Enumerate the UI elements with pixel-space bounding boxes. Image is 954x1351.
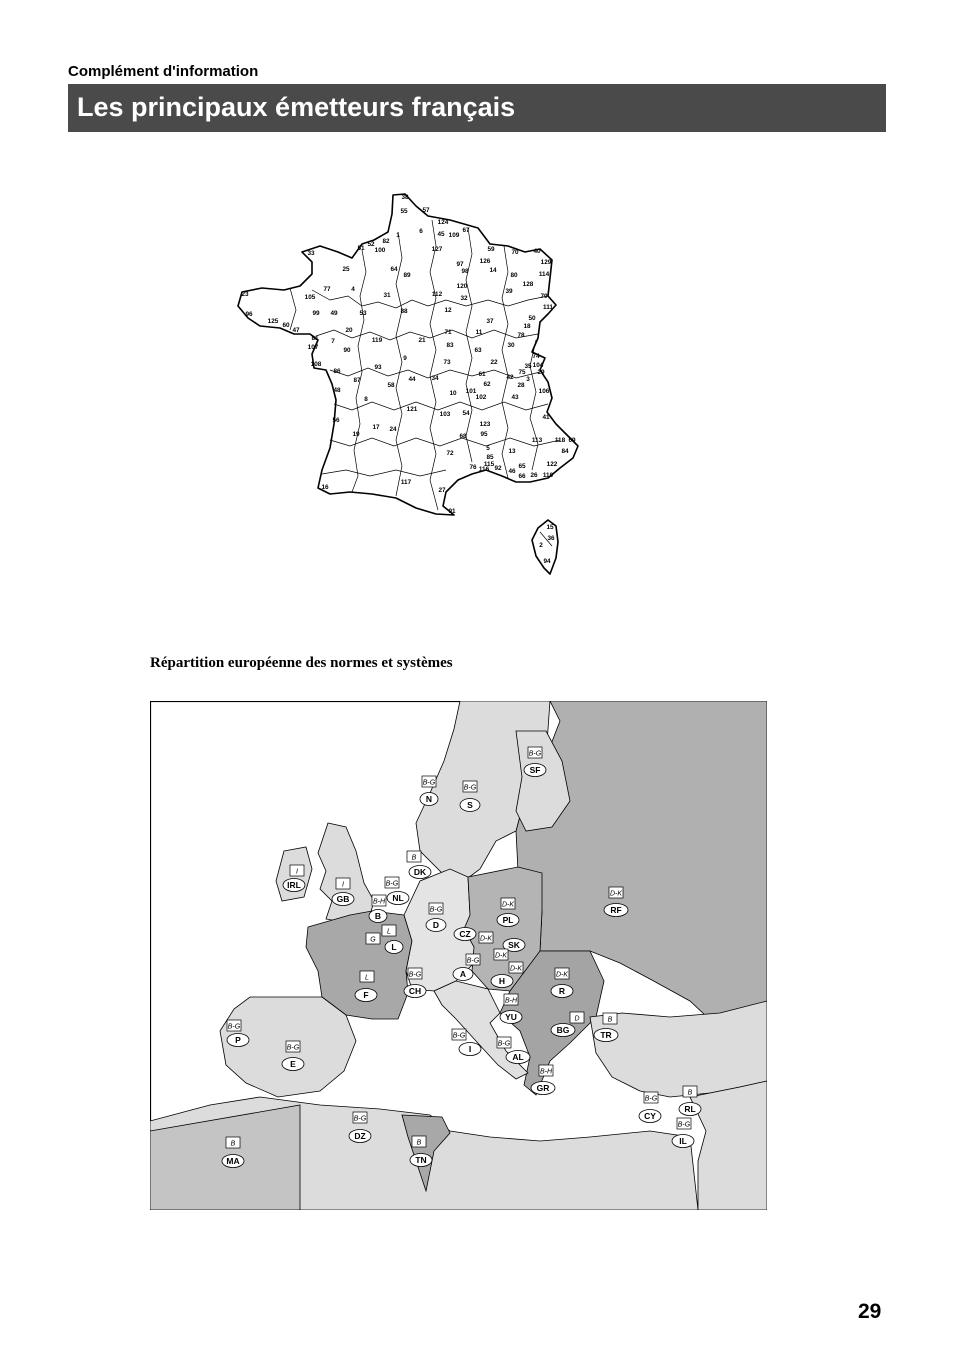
department-number: 115 — [483, 461, 495, 468]
department-number: 19 — [352, 431, 360, 438]
broadcast-standard: B — [687, 1089, 693, 1097]
page-number: 29 — [858, 1300, 882, 1323]
department-number: 22 — [490, 359, 498, 366]
department-number: 112 — [431, 291, 443, 298]
department-number: 40 — [533, 248, 541, 255]
department-number: 81 — [311, 335, 319, 342]
department-number: 77 — [323, 286, 331, 293]
department-number: 11 — [475, 329, 483, 336]
broadcast-standard: I — [342, 881, 344, 889]
broadcast-standard: B — [416, 1139, 422, 1147]
department-number: 34 — [431, 375, 439, 382]
department-number: 8 — [364, 396, 368, 403]
europe-standards-map — [150, 701, 767, 1210]
department-number: 13 — [508, 448, 516, 455]
department-number: 93 — [374, 364, 382, 371]
broadcast-standard: B-G — [422, 779, 436, 787]
department-number: 69 — [568, 437, 576, 444]
department-number: 15 — [546, 524, 554, 531]
broadcast-standard: B-G — [528, 750, 542, 758]
corsica-outline — [532, 520, 558, 574]
country-code: BG — [556, 1025, 570, 1035]
department-number: 23 — [241, 291, 249, 298]
broadcast-standard: B-G — [463, 784, 477, 792]
department-number: 44 — [408, 376, 416, 383]
broadcast-standard: B-G — [644, 1095, 658, 1103]
broadcast-standard: D-K — [609, 890, 623, 898]
country-code: H — [498, 976, 506, 986]
department-number: 105 — [304, 294, 316, 301]
department-number: 37 — [486, 318, 494, 325]
department-number: 106 — [538, 388, 550, 395]
department-number: 71 — [444, 329, 452, 336]
country-code: P — [235, 1035, 241, 1045]
department-number: 4 — [351, 286, 355, 293]
department-number: 14 — [489, 267, 497, 274]
country-code: DZ — [354, 1131, 366, 1141]
country-code: AL — [512, 1052, 524, 1062]
department-number: 49 — [330, 310, 338, 317]
department-number: 99 — [312, 310, 320, 317]
department-number: 101 — [465, 388, 477, 395]
department-number: 73 — [443, 359, 451, 366]
broadcast-standard: B-H — [539, 1068, 553, 1076]
department-number: 123 — [479, 421, 491, 428]
broadcast-standard: D-K — [494, 952, 508, 960]
department-number: 83 — [446, 342, 454, 349]
department-number: 25 — [342, 266, 350, 273]
department-number: 113 — [531, 437, 543, 444]
department-number: 64 — [390, 266, 398, 273]
department-number: 127 — [431, 246, 443, 253]
department-number: 31 — [383, 292, 391, 299]
department-number: 45 — [437, 231, 445, 238]
department-number: 32 — [460, 295, 468, 302]
department-number: 67 — [462, 227, 470, 234]
broadcast-standard: G — [370, 936, 376, 944]
department-number: 12 — [444, 307, 452, 314]
department-number: 30 — [507, 342, 515, 349]
country-code: IL — [679, 1136, 687, 1146]
department-number: 110 — [542, 472, 554, 479]
country-code: PL — [502, 915, 514, 925]
department-number: 62 — [483, 381, 491, 388]
department-number: 18 — [523, 323, 531, 330]
broadcast-standard: B-G — [385, 880, 399, 888]
department-number: 97 — [456, 261, 464, 268]
broadcast-standard: D — [574, 1015, 580, 1023]
country-code: CZ — [459, 929, 471, 939]
country-code: DK — [413, 867, 427, 877]
department-number: 91 — [448, 508, 456, 515]
country-code: N — [425, 794, 433, 804]
department-number: 61 — [478, 371, 486, 378]
department-number: 10 — [449, 390, 457, 397]
department-number: 70 — [511, 249, 519, 256]
department-number: 66 — [518, 473, 526, 480]
department-number: 50 — [528, 315, 536, 322]
country-code: RL — [684, 1104, 696, 1114]
department-number: 42 — [506, 374, 514, 381]
broadcast-standard: B-G — [452, 1032, 466, 1040]
department-number: 41 — [542, 414, 550, 421]
department-number: 79 — [540, 293, 548, 300]
country-code: CY — [644, 1111, 656, 1121]
department-number: 6 — [419, 228, 423, 235]
broadcast-standard: B-G — [408, 971, 422, 979]
department-number: 7 — [331, 338, 335, 345]
department-number: 43 — [511, 394, 519, 401]
department-number: 120 — [456, 283, 468, 290]
department-number: 95 — [480, 431, 488, 438]
department-number: 36 — [547, 535, 555, 542]
europe-map-subtitle: Répartition européenne des normes et systèmes — [150, 655, 453, 671]
section-label: Complément d'information — [68, 63, 259, 80]
department-number: 59 — [487, 246, 495, 253]
department-number: 39 — [505, 288, 513, 295]
department-number: 51 — [357, 245, 365, 252]
department-number: 1 — [396, 232, 400, 239]
department-number: 124 — [437, 219, 449, 226]
department-number: 48 — [333, 387, 341, 394]
department-number: 103 — [439, 411, 451, 418]
department-number: 3 — [526, 376, 530, 383]
france-transmitter-map — [0, 0, 954, 640]
department-number: 128 — [522, 281, 534, 288]
broadcast-standard: D-K — [479, 935, 493, 943]
broadcast-standard: B-H — [372, 898, 386, 906]
country-code: CH — [408, 986, 422, 996]
broadcast-standard: B-H — [504, 997, 518, 1005]
country-code: D — [432, 920, 440, 930]
department-number: 65 — [518, 463, 526, 470]
department-number: 55 — [400, 208, 408, 215]
broadcast-standard: B-G — [429, 906, 443, 914]
country-code: IRL — [287, 880, 301, 890]
department-number: 35 — [524, 363, 532, 370]
department-number: 119 — [371, 337, 383, 344]
department-number: 33 — [307, 250, 315, 257]
broadcast-standard: I — [296, 868, 298, 876]
department-number: 114 — [538, 271, 550, 278]
department-number: 76 — [469, 464, 477, 471]
department-number: 9 — [403, 355, 407, 362]
country-code: I — [468, 1044, 472, 1054]
country-code: E — [290, 1059, 296, 1069]
department-number: 82 — [382, 238, 390, 245]
france-outline — [238, 194, 578, 515]
department-number: 2 — [539, 542, 543, 549]
department-number: 78 — [517, 332, 525, 339]
department-number: 129 — [540, 259, 552, 266]
country-code: GR — [536, 1083, 550, 1093]
country-code: SF — [529, 765, 541, 775]
country-code: B — [374, 911, 382, 921]
department-number: 72 — [446, 450, 454, 457]
department-number: 63 — [474, 347, 482, 354]
country-code: S — [467, 800, 473, 810]
department-number: 16 — [321, 484, 329, 491]
country-code: F — [363, 990, 369, 1000]
department-number: 117 — [400, 479, 412, 486]
broadcast-standard: L — [365, 974, 369, 982]
broadcast-standard: B-G — [497, 1040, 511, 1048]
department-number: 84 — [561, 448, 569, 455]
country-code: SK — [508, 940, 520, 950]
department-number: 38 — [401, 194, 409, 201]
department-number: 60 — [282, 322, 290, 329]
department-number: 122 — [546, 461, 558, 468]
broadcast-standard: B — [230, 1140, 236, 1148]
country-code: RF — [610, 905, 622, 915]
broadcast-standard: D-K — [555, 971, 569, 979]
department-number: 20 — [345, 327, 353, 334]
broadcast-standard: B — [607, 1016, 613, 1024]
department-number: 47 — [292, 327, 300, 334]
department-number: 98 — [461, 268, 469, 275]
department-number: 68 — [459, 433, 467, 440]
department-number: 107 — [307, 344, 319, 351]
department-number: 54 — [462, 410, 470, 417]
department-number: 87 — [353, 377, 361, 384]
department-number: 100 — [374, 247, 386, 254]
department-number: 102 — [475, 394, 487, 401]
department-number: 27 — [438, 487, 446, 494]
country-code: TN — [415, 1155, 427, 1165]
department-number: 21 — [418, 337, 426, 344]
country-code: L — [391, 942, 397, 952]
country-code: NL — [392, 893, 404, 903]
department-number: 111 — [543, 304, 553, 311]
department-number: 28 — [517, 382, 525, 389]
department-number: 88 — [400, 308, 408, 315]
country-code: GB — [336, 894, 350, 904]
department-number: 26 — [530, 472, 538, 479]
department-number: 121 — [406, 406, 418, 413]
country-code: R — [558, 986, 566, 996]
country-code: YU — [505, 1012, 517, 1022]
department-number: 104 — [532, 362, 544, 369]
broadcast-standard: B-G — [677, 1121, 691, 1129]
department-number: 94 — [543, 558, 551, 565]
broadcast-standard: L — [387, 928, 391, 936]
broadcast-standard: D-K — [501, 901, 515, 909]
broadcast-standard: B-G — [466, 957, 480, 965]
department-number: 58 — [387, 382, 395, 389]
department-number: 74 — [532, 353, 540, 360]
broadcast-standard: B-G — [286, 1044, 300, 1052]
department-number: 116 — [478, 466, 490, 473]
department-number: 125 — [267, 318, 279, 325]
department-number: 46 — [508, 468, 516, 475]
country-code: TR — [600, 1030, 612, 1040]
department-number: 92 — [494, 465, 502, 472]
department-number: 24 — [389, 426, 397, 433]
department-number: 5 — [486, 445, 490, 452]
broadcast-standard: D-K — [509, 965, 523, 973]
department-number: 75 — [518, 369, 526, 376]
department-number: 126 — [479, 258, 491, 265]
country-code: MA — [226, 1156, 240, 1166]
department-number: 96 — [245, 311, 253, 318]
page-title: Les principaux émetteurs français — [77, 92, 516, 122]
department-number: 108 — [310, 361, 322, 368]
department-number: 56 — [332, 417, 340, 424]
department-number: 90 — [343, 347, 351, 354]
department-number: 109 — [448, 232, 460, 239]
broadcast-standard: B — [411, 854, 417, 862]
department-number: 29 — [537, 369, 545, 376]
department-number: 85 — [486, 454, 494, 461]
broadcast-standard: B-G — [353, 1115, 367, 1123]
department-number: 89 — [403, 272, 411, 279]
department-number: 52 — [367, 241, 375, 248]
department-number: 53 — [359, 310, 367, 317]
department-number: 118 — [554, 437, 566, 444]
department-number: 86 — [333, 368, 341, 375]
department-number: 80 — [510, 272, 518, 279]
department-number: 17 — [372, 424, 380, 431]
department-number: 57 — [422, 207, 430, 214]
broadcast-standard: B-G — [227, 1023, 241, 1031]
country-code: A — [459, 969, 467, 979]
